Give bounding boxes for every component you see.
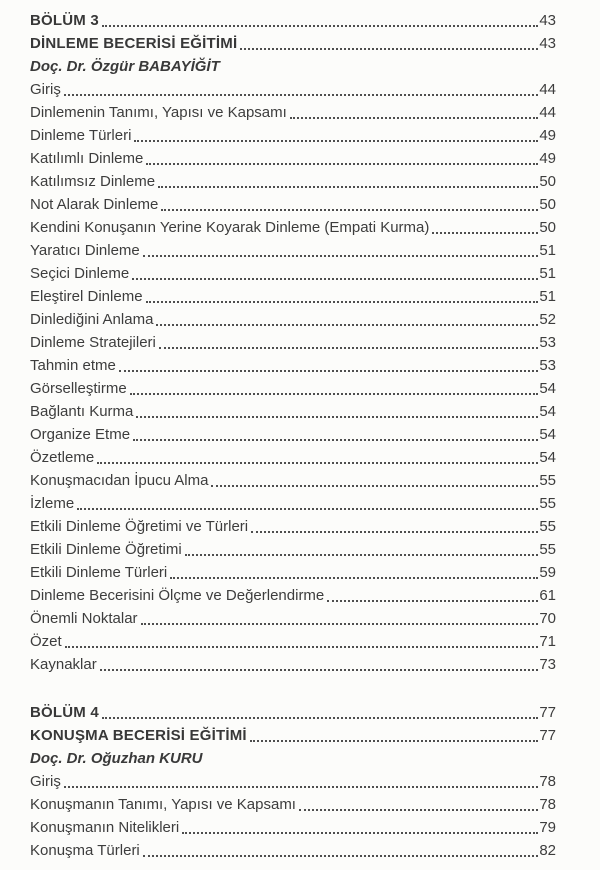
toc-section — [30, 8, 556, 675]
entry-label: Tahmin etme — [30, 357, 116, 374]
entry-label: Not Alarak Dinleme — [30, 196, 159, 213]
dot-leader — [290, 117, 539, 119]
dot-leader — [136, 416, 538, 418]
toc-entry — [30, 215, 556, 238]
dot-leader — [250, 740, 539, 742]
dot-leader — [141, 623, 539, 625]
dot-leader — [100, 669, 539, 671]
dot-leader — [185, 554, 539, 556]
toc-entry — [30, 307, 556, 330]
dot-leader — [77, 508, 538, 510]
dot-leader — [156, 324, 538, 326]
toc-entry — [30, 146, 556, 169]
dot-leader — [134, 140, 538, 142]
toc-entry — [30, 169, 556, 192]
entry-label: BÖLÜM 3 — [30, 12, 99, 29]
table-of-contents — [30, 8, 556, 861]
page-number: 79 — [539, 819, 556, 836]
page-number: 50 — [539, 196, 556, 213]
page-number: 54 — [539, 426, 556, 443]
toc-entry — [30, 31, 556, 54]
entry-label: Dinlemenin Tanımı, Yapısı ve Kapsamı — [30, 104, 287, 121]
dot-leader — [170, 577, 538, 579]
entry-label: İzleme — [30, 495, 75, 512]
toc-entry — [30, 445, 556, 468]
entry-label: Dinleme Stratejileri — [30, 334, 156, 351]
page-number: 61 — [539, 587, 556, 604]
entry-label: Konuşmanın Tanımı, Yapısı ve Kapsamı — [30, 796, 296, 813]
toc-entry — [30, 514, 556, 537]
page-number: 49 — [539, 150, 556, 167]
page-number: 71 — [539, 633, 556, 650]
entry-label: Önemli Noktalar — [30, 610, 138, 627]
page-number: 44 — [539, 104, 556, 121]
dot-leader — [161, 209, 538, 211]
toc-entry — [30, 8, 556, 31]
toc-entry — [30, 123, 556, 146]
toc-entry — [30, 700, 556, 723]
entry-label: DİNLEME BECERİSİ EĞİTİMİ — [30, 35, 238, 52]
toc-entry — [30, 422, 556, 445]
entry-label: Etkili Dinleme Türleri — [30, 564, 168, 581]
toc-section — [30, 700, 556, 861]
page-number: 54 — [539, 403, 556, 420]
dot-leader — [97, 462, 538, 464]
toc-entry — [30, 192, 556, 215]
dot-leader — [159, 347, 538, 349]
entry-label: KONUŞMA BECERİSİ EĞİTİMİ — [30, 727, 247, 744]
toc-entry — [30, 284, 556, 307]
page-number: 44 — [539, 81, 556, 98]
entry-label: Giriş — [30, 81, 61, 98]
dot-leader — [64, 94, 538, 96]
toc-entry — [30, 399, 556, 422]
page-number: 51 — [539, 242, 556, 259]
toc-entry — [30, 652, 556, 675]
page-number: 51 — [539, 265, 556, 282]
entry-label: Etkili Dinleme Öğretimi — [30, 541, 182, 558]
dot-leader — [327, 600, 538, 602]
entry-label: Dinlediğini Anlama — [30, 311, 154, 328]
entry-label: Katılımsız Dinleme — [30, 173, 156, 190]
toc-entry — [30, 583, 556, 606]
author-line — [30, 746, 556, 769]
toc-entry — [30, 330, 556, 353]
page-number: 55 — [539, 518, 556, 535]
page-number: 53 — [539, 334, 556, 351]
entry-label: Kendini Konuşanın Yerine Koyarak Dinleme (Empati Kurma) — [30, 219, 430, 236]
page-number: 50 — [539, 173, 556, 190]
entry-label: Dinleme Türleri — [30, 127, 132, 144]
page-number: 54 — [539, 380, 556, 397]
entry-label: Katılımlı Dinleme — [30, 150, 144, 167]
author-name: Doç. Dr. Oğuzhan KURU — [30, 750, 203, 767]
dot-leader — [65, 646, 539, 648]
entry-label: Eleştirel Dinleme — [30, 288, 143, 305]
entry-label: Kaynaklar — [30, 656, 97, 673]
page-number: 82 — [539, 842, 556, 859]
entry-label: Görselleştirme — [30, 380, 127, 397]
dot-leader — [119, 370, 538, 372]
page-number: 78 — [539, 773, 556, 790]
page-number: 43 — [539, 35, 556, 52]
page-number: 55 — [539, 472, 556, 489]
page-number: 73 — [539, 656, 556, 673]
toc-entry — [30, 815, 556, 838]
entry-label: Etkili Dinleme Öğretimi ve Türleri — [30, 518, 249, 535]
dot-leader — [64, 786, 538, 788]
author-name: Doç. Dr. Özgür BABAYİĞİT — [30, 58, 220, 75]
toc-entry — [30, 769, 556, 792]
entry-label: Dinleme Becerisini Ölçme ve Değerlendirme — [30, 587, 325, 604]
dot-leader — [143, 855, 539, 857]
toc-entry — [30, 491, 556, 514]
entry-label: Giriş — [30, 773, 61, 790]
entry-label: Yaratıcı Dinleme — [30, 242, 140, 259]
page-number: 51 — [539, 288, 556, 305]
dot-leader — [132, 278, 538, 280]
toc-entry — [30, 353, 556, 376]
author-line — [30, 54, 556, 77]
page-number: 70 — [539, 610, 556, 627]
toc-entry — [30, 838, 556, 861]
entry-label: BÖLÜM 4 — [30, 704, 99, 721]
page-number: 54 — [539, 449, 556, 466]
entry-label: Özetleme — [30, 449, 95, 466]
entry-label: Seçici Dinleme — [30, 265, 130, 282]
dot-leader — [299, 809, 538, 811]
toc-entry — [30, 560, 556, 583]
toc-entry — [30, 77, 556, 100]
toc-entry — [30, 100, 556, 123]
entry-label: Konuşma Türleri — [30, 842, 140, 859]
toc-entry — [30, 238, 556, 261]
page-number: 43 — [539, 12, 556, 29]
page-number: 77 — [539, 727, 556, 744]
page-number: 49 — [539, 127, 556, 144]
page-number: 55 — [539, 541, 556, 558]
entry-label: Bağlantı Kurma — [30, 403, 134, 420]
dot-leader — [158, 186, 538, 188]
entry-label: Konuşmanın Nitelikleri — [30, 819, 180, 836]
entry-label: Özet — [30, 633, 62, 650]
dot-leader — [146, 163, 538, 165]
page-number: 59 — [539, 564, 556, 581]
dot-leader — [211, 485, 538, 487]
entry-label: Konuşmacıdan İpucu Alma — [30, 472, 209, 489]
page-number: 78 — [539, 796, 556, 813]
dot-leader — [182, 832, 538, 834]
dot-leader — [251, 531, 538, 533]
toc-entry — [30, 723, 556, 746]
dot-leader — [146, 301, 539, 303]
page-number: 53 — [539, 357, 556, 374]
page-number: 77 — [539, 704, 556, 721]
dot-leader — [133, 439, 538, 441]
page-number: 52 — [539, 311, 556, 328]
toc-entry — [30, 606, 556, 629]
page-number: 55 — [539, 495, 556, 512]
toc-entry — [30, 629, 556, 652]
toc-entry — [30, 468, 556, 491]
dot-leader — [102, 25, 538, 27]
page-number: 50 — [539, 219, 556, 236]
dot-leader — [143, 255, 539, 257]
dot-leader — [432, 232, 538, 234]
dot-leader — [102, 717, 538, 719]
entry-label: Organize Etme — [30, 426, 131, 443]
toc-entry — [30, 537, 556, 560]
toc-entry — [30, 261, 556, 284]
dot-leader — [130, 393, 539, 395]
toc-entry — [30, 376, 556, 399]
toc-entry — [30, 792, 556, 815]
dot-leader — [240, 48, 538, 50]
